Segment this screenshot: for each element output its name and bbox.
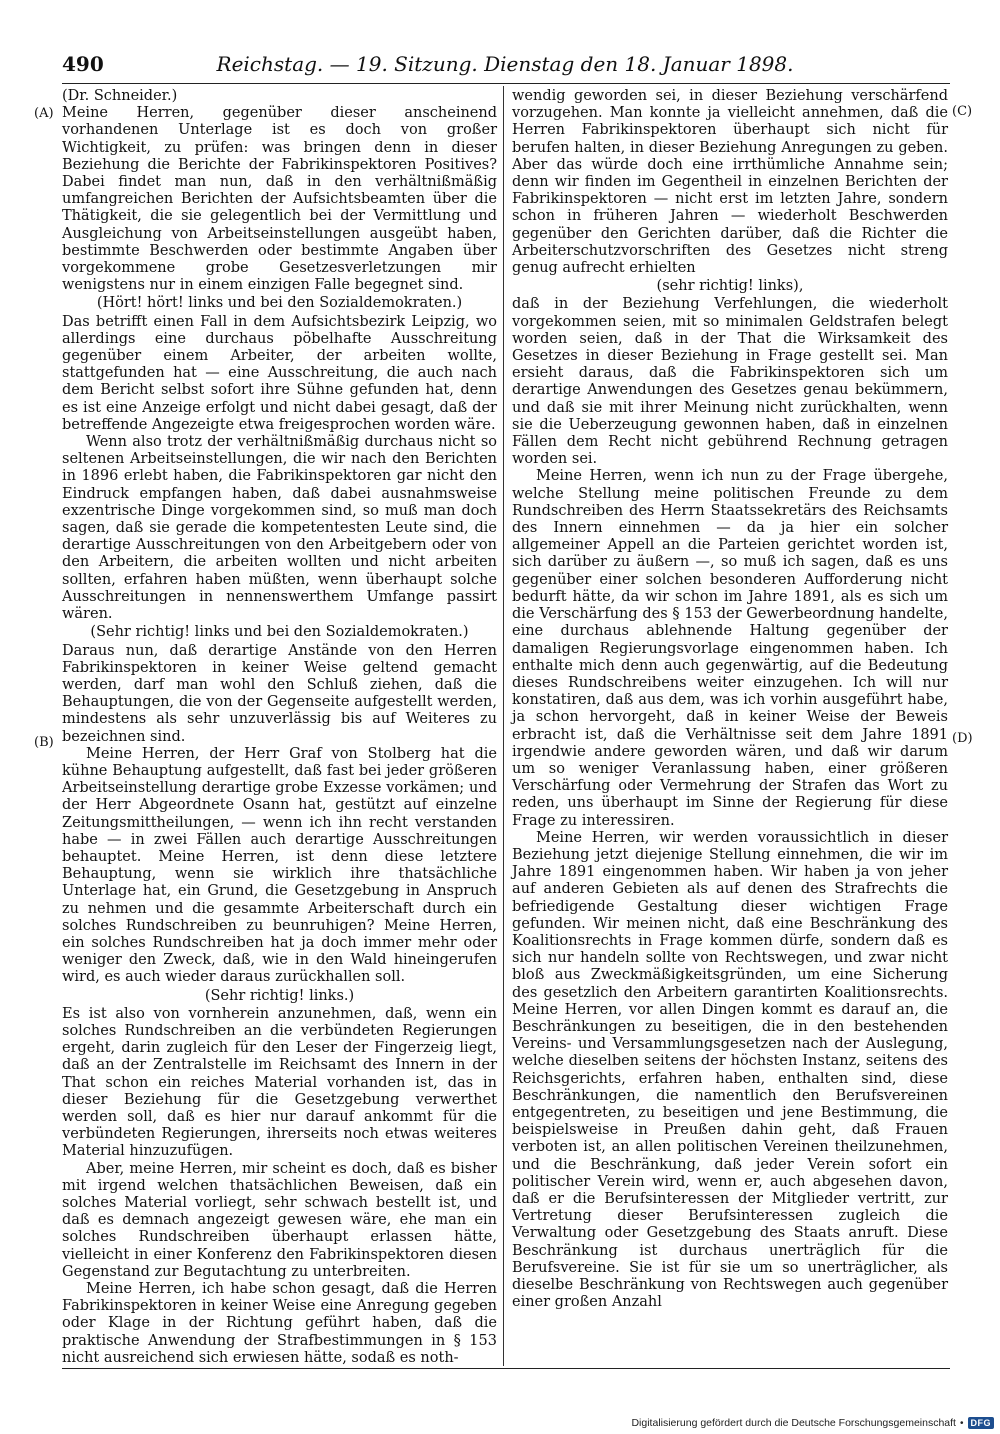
paragraph: Meine Herren, der Herr Graf von Stolberg hat die kühne Behauptung aufgestellt, daß fast bei jeder größeren Arbeitseinstellung derartige grobe Exzesse vorkämen; und der Herr Abgeordnete Osann hat, gestützt auf einzelne Zeitungsmittheilungen, — wenn ich ihn recht verstanden habe — in zwei Fällen auch derartige Ausschreitungen behauptet. Meine Herren, ist denn diese letztere Behauptung, wenn sie wirklich ihre thatsächliche Unterlage hat, ein Grund, die Gesetzgebung in Anspruch zu nehmen und die gesammte Arbeiterschaft durch ein solches Rundschreiben zu beunruhigen? Meine Herren, ein solches Rundschreiben hat ja doch immer mehr oder weniger den Zweck, daß, wie in den Wald hineingerufen wird, es auch wieder daraus zurückhallen soll. bbox=[62, 745, 497, 986]
right-column bbox=[512, 88, 948, 1311]
margin-mark-d: (D) bbox=[952, 731, 973, 746]
paragraph: wendig geworden sei, in dieser Beziehung verschärfend vorzugehen. Man konnte ja vielleicht annehmen, daß die Herren Fabrikinspektoren überhaupt sich nicht für berufen halten, in dieser Beziehung Anregungen zu geben. Aber das würde doch eine irrthümliche Annahme sein; denn wir finden im Gegentheil in einzelnen Berichten der Fabrikinspektoren — nicht erst im letzten Jahre, sondern schon in früheren Jahren — wiederholt Beschwerden gegenüber den Gerichten darüber, daß die Richter die Arbeiterschutzvorschriften des Gesetzes nicht streng genug aufrecht erhielten bbox=[512, 88, 948, 277]
speaker-label: (Dr. Schneider.) bbox=[62, 88, 178, 104]
footer-text: Digitalisierung gefördert durch die Deutsche Forschungsgemeinschaft bbox=[631, 1417, 956, 1429]
paragraph: Wenn also trotz der verhältnißmäßig durchaus nicht so seltenen Arbeitseinstellungen, die wir nach den Berichten in 1896 erlebt haben, die Fabrikinspektoren gar nicht den Eindruck empfangen haben, daß dabei ausnahmsweise exzentrische Dinge vorgekommen sind, so muß man doch sagen, daß sie gerade die kompetentesten Leute sind, die derartige Ausschreitungen von den Arbeitgebern oder von den Arbeitern, die arbeiten wollten und nicht arbeiten sollten, erfahren haben müßten, wenn überhaupt solche Ausschreitungen in nennenswerthem Umfange passirt wären. bbox=[62, 434, 497, 623]
footer-separator: • bbox=[959, 1417, 964, 1429]
paragraph: Meine Herren, ich habe schon gesagt, daß die Herren Fabrikinspektoren in keiner Weise eine Anregung gegeben oder Klage in der Richtung geführt haben, daß die praktische Anwendung der Strafbestimmungen in § 153 nicht ausreichend sich erwiesen hätte, sodaß es noth- bbox=[62, 1281, 497, 1366]
page-number: 490 bbox=[62, 52, 104, 76]
page-title: Reichstag. — 19. Sitzung. Dienstag den 18. Januar 1898. bbox=[216, 52, 794, 76]
bottom-rule bbox=[62, 1368, 950, 1369]
paragraph: Aber, meine Herren, mir scheint es doch, daß es bisher mit irgend welchen thatsächlichen Beweisen, daß ein solches Material vorliegt, sehr schwach bestellt ist, und daß es demnach angezeigt gewesen wäre, ehe man ein solches Rundschreiben überhaupt erlassen hätte, vielleicht in einer Konferenz den Fabrikinspektoren diesen Gegenstand zur Begutachtung zu unterbreiten. bbox=[62, 1160, 497, 1280]
paragraph: Es ist also von vornherein anzunehmen, daß, wenn ein solches Rundschreiben an die verbündeten Regierungen ergeht, darin zugleich für den Leser der Fingerzeig liegt, daß an der Zentralstelle im Reichsamt des Innern in der That schon ein reiches Material vorhanden ist, das in dieser Beziehung für die Gesetzgebung verwerthet werden soll, daß es hier nur darauf ankommt für die verbündeten Regierungen, ihrerseits noch etwas weiteres Material hinzuzufügen. bbox=[62, 1005, 497, 1160]
dfg-logo: DFG bbox=[968, 1417, 995, 1429]
paragraph: Meine Herren, gegenüber dieser anscheinend vorhandenen Unterlage ist es doch von großer Wichtigkeit, zu prüfen: was bringen denn in dieser Beziehung die Berichte der Fabrikinspektoren Positives? Dabei findet man nun, daß in den verhältnißmäßig umfangreichen Berichten der Aufsichtsbeamten über die Thätigkeit, die sie gelegentlich bei der Vermittlung und Ausgleichung von Arbeitseinstellungen ausgeübt haben, bestimmte Beschwerden oder bestimmte Angaben über vorgekommene grobe Gesetzesverletzungen mir wenigstens nur in einem einzigen Falle begegnet sind. bbox=[62, 105, 497, 294]
interjection: (sehr richtig! links), bbox=[656, 278, 804, 295]
paragraph: Meine Herren, wir werden voraussichtlich in dieser Beziehung jetzt diejenige Stellung einnehmen, die wir im Jahre 1891 eingenommen haben. Wir haben ja von jeher auf anderen Gebieten als auf denen des Strafrechts die befriedigende Gestaltung dieser wichtigen Frage gefunden. Wir meinen nicht, daß eine Beschränkung des Koalitionsrechts in Frage kommen dürfe, sondern daß es sich nur handeln sollte von Rechtswegen, und zwar nicht bloß aus Zweckmäßigkeitsgründen, um eine Sicherung des gesetzlich den Arbeitern garantirten Koalitionsrechts. Meine Herren, vor allen Dingen kommt es darauf an, die Beschränkungen zu beseitigen, die in den bestehenden Vereins- und Versammlungsgesetzen nach der Auslegung, welche dieselben seitens der höchsten Instanz, seitens des Reichsgerichts, erfahren haben, enthalten sind, diese Beschränkungen, die namentlich den Berufsvereinen entgegentreten, zu beseitigen und jene Bestimmung, die beispielsweise in Preußen dahin geht, daß Frauen verboten ist, an allen politischen Vereinen theilzunehmen, und die Beschränkung, daß jeder Verein sofort ein politischer Verein wird, wenn er, auch abgesehen davon, daß er die Berufsinteressen der Mitglieder vertritt, zur Vertretung dieser Berufsinteressen zugleich die Verwaltung oder Gesetzgebung des Staats anruft. Diese Beschränkung ist durchaus unerträglich für die Berufsvereine. Sie ist für sie um so unerträglicher, als dieselbe Beschränkung von Rechtswegen auch gegenüber einer großen Anzahl bbox=[512, 829, 948, 1311]
paragraph: daß in der Beziehung Verfehlungen, die wiederholt vorgekommen seien, mit so minimalen Geldstrafen belegt worden seien, daß in der That die Wirksamkeit des Gesetzes in dieser Beziehung in Frage gestellt sei. Man ersieht daraus, daß die Fabrikinspektoren sich um derartige Anwendungen des Gesetzes genau bekümmern, und daß sie mit ihrer Meinung nicht zurückhalten, wenn sie die Ueberzeugung gewonnen haben, daß in einzelnen Fällen dem Recht nicht gebührend Rechnung getragen worden sei. bbox=[512, 296, 948, 468]
footer bbox=[631, 1416, 994, 1430]
column-divider bbox=[503, 86, 504, 1366]
interjection: (Sehr richtig! links und bei den Sozialdemokraten.) bbox=[90, 624, 469, 641]
paragraph: Daraus nun, daß derartige Anstände von den Herren Fabrikinspektoren in keiner Weise geltend gemacht werden, darf man wohl den Schluß ziehen, daß die Behauptungen, die von der Gegenseite aufgestellt werden, mindestens als sehr unzuverlässig bis auf Weiteres zu bezeichnen sind. bbox=[62, 642, 497, 745]
interjection: (Hört! hört! links und bei den Sozialdemokraten.) bbox=[96, 295, 463, 312]
margin-mark-c: (C) bbox=[952, 104, 973, 119]
margin-mark-b: (B) bbox=[34, 735, 54, 750]
margin-mark-a: (A) bbox=[34, 106, 54, 121]
left-column bbox=[62, 88, 497, 1367]
interjection: (Sehr richtig! links.) bbox=[204, 987, 355, 1004]
header-rule bbox=[62, 83, 950, 84]
page-header bbox=[62, 52, 948, 86]
paragraph: Meine Herren, wenn ich nun zu der Frage übergehe, welche Stellung meine politischen Freunde zu dem Rundschreiben des Herrn Staatssekretärs des Reichsamts des Innern einnehmen — da ja hier ein solcher allgemeiner Appell an die Parteien gerichtet worden ist, sich darüber zu äußern —, so muß ich sagen, daß es uns gegenüber einer solchen besonderen Aufforderung nicht bedurft hätte, da wir schon im Jahre 1891, als es sich um die Verschärfung des § 153 der Gewerbeordnung handelte, eine durchaus ablehnende Haltung gegenüber der damaligen Regierungsvorlage eingenommen haben. Ich enthalte mich denn auch gegenwärtig, auf die Bedeutung dieses Rundschreibens weiter einzugehen. Ich will nur konstatiren, daß aus dem, was ich vorhin ausgeführt habe, ja schon hervorgeht, daß in keiner Weise der Beweis erbracht ist, daß die Verhältnisse seit dem Jahre 1891 irgendwie andere geworden wären, und daß wir darum um so weniger Veranlassung haben, einer größeren Verschärfung oder Vermehrung der Strafen das Wort zu reden, uns überhaupt im Sinne der Regierung für diese Frage zu interessiren. bbox=[512, 468, 948, 829]
paragraph: Das betrifft einen Fall in dem Aufsichtsbezirk Leipzig, wo allerdings eine durchaus pöbelhafte Ausschreitung gegenüber einem Arbeiter, der arbeiten wollte, stattgefunden hat — eine Ausschreitung, die auch nach dem Bericht selbst sofort ihre Sühne gefunden hat, denn es ist eine Anzeige erfolgt und nicht dabei gesagt, daß der betreffende Angezeigte etwa freigesprochen worden wäre. bbox=[62, 313, 497, 433]
